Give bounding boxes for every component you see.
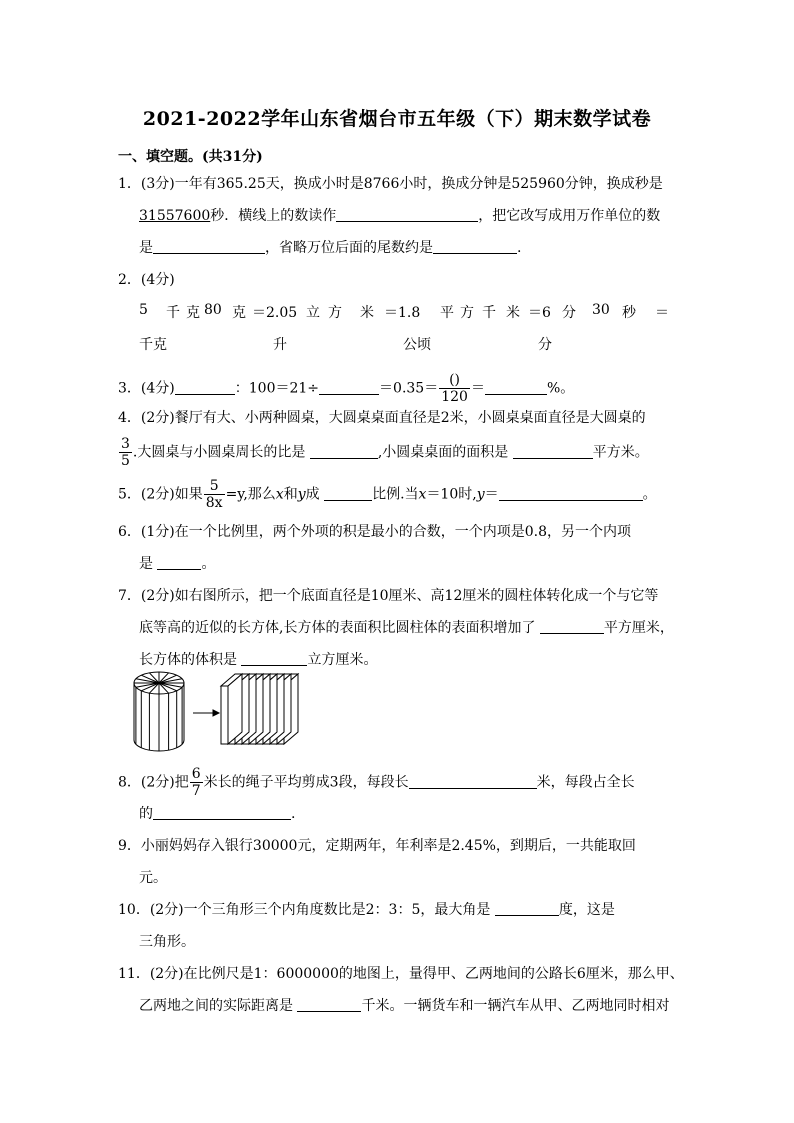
question-8-line-1: 8．(2分)把 $\frac{6}{7}$ 米长的绳子平均剪成3段，每段长 米，每段占全长 xyxy=(118,766,635,799)
question-7-line-2: 底等高的近似的长方体,长方体的表面积比圆柱体的表面积增加了 平方厘米， xyxy=(139,620,674,636)
fraction: $\frac{5}{8x}$ xyxy=(205,478,223,511)
q2-token: 30 xyxy=(592,302,610,318)
question-10-line-2: 三角形。 xyxy=(139,934,195,950)
answer-blank[interactable] xyxy=(241,650,307,666)
q2-token: 立 xyxy=(306,305,320,321)
fraction: $\frac{6}{7}$ xyxy=(191,766,201,799)
q2-token: 方 xyxy=(328,305,342,321)
question-6-line-1: 6．(1分)在一个比例里，两个外项的积是最小的合数，一个内项是0.8，另一个内项 xyxy=(118,524,632,540)
q2-token: 千 xyxy=(166,305,180,321)
q2-answer-unit: 升 xyxy=(273,337,287,353)
cuboid-figure xyxy=(221,674,298,744)
cylinder-to-cuboid-figure xyxy=(133,670,323,754)
answer-blank[interactable] xyxy=(153,804,291,820)
answer-blank[interactable] xyxy=(319,379,379,395)
answer-blank[interactable] xyxy=(175,379,235,395)
answer-blank[interactable] xyxy=(297,996,361,1012)
question-7-line-3: 长方体的体积是 立方厘米。 xyxy=(139,652,378,668)
q2-token: 米 xyxy=(506,305,520,321)
q2-token: 5 xyxy=(139,302,148,318)
q2-token: 方 xyxy=(460,305,474,321)
question-4-line-1: 4．(2分)餐厅有大、小两种圆桌，大圆桌桌面直径是2米，小圆桌桌面直径是大圆桌的 xyxy=(118,410,646,426)
question-4-line-2: $\frac{3}{5}$ .大圆桌与小圆桌周长的比是 ,小圆桌桌面的面积是 平方米。 xyxy=(121,436,649,469)
q2-answer-unit: 千克 xyxy=(139,337,167,353)
page-title: 2021-2022学年山东省烟台市五年级（下）期末数学试卷 xyxy=(142,108,652,130)
question-5: 5．(2分)如果 $\frac{5}{8x}$ =y,那么x和y成 比例.当x＝10时,y＝ 。 xyxy=(118,478,657,511)
q2-token: 千 xyxy=(482,305,496,321)
q2-token: 米 xyxy=(360,305,374,321)
section-heading: 一、填空题。(共31分) xyxy=(118,149,263,165)
answer-blank[interactable] xyxy=(540,618,604,634)
question-6-line-2: 是 。 xyxy=(139,556,216,572)
fraction: $\frac{3}{5}$ xyxy=(121,436,130,469)
q2-token: 克 xyxy=(232,305,246,321)
q2-token: ＝1.8 xyxy=(384,305,421,321)
answer-blank[interactable] xyxy=(153,238,265,254)
question-11-line-2: 乙两地之间的实际距离是 千米。一辆货车和一辆汽车从甲、乙两地同时相对 xyxy=(139,998,670,1014)
question-10-line-1: 10．(2分)一个三角形三个内角度数比是2：3：5，最大角是 度，这是 xyxy=(118,902,615,918)
answer-blank[interactable] xyxy=(485,379,547,395)
question-7-line-1: 7．(2分)如右图所示，把一个底面直径是10厘米、高12厘米的圆柱体转化成一个与它等 xyxy=(118,588,659,604)
question-9-line-1: 9．小丽妈妈存入银行30000元，定期两年，年利率是2.45%，到期后，一共能取回 xyxy=(118,838,636,854)
q2-answer-unit: 公顷 xyxy=(403,337,431,353)
answer-blank[interactable] xyxy=(310,443,378,459)
question-1-line-3: 是 ，省略万位后面的尾数约是 . xyxy=(139,240,522,256)
answer-blank[interactable] xyxy=(336,206,478,222)
fraction: $\frac{()}{120}$ xyxy=(441,372,468,405)
question-2-head: 2．(4分) xyxy=(118,272,175,288)
cylinder-figure xyxy=(134,672,184,751)
q2-answer-unit: 分 xyxy=(538,337,552,353)
question-8-line-2: 的 . xyxy=(139,806,296,822)
question-1-line-1: 1．(3分)一年有365.25天，换成小时是8766小时，换成分钟是525960分钟，换成秒是 xyxy=(118,176,663,192)
arrow-right-icon xyxy=(193,710,219,716)
q2-token: ＝2.05 xyxy=(252,305,298,321)
q2-token: ＝ xyxy=(655,305,669,321)
question-1-line-2: 31557600秒．横线上的数读作 ，把它改写成用万作单位的数 xyxy=(139,208,661,224)
q2-token: ＝6 xyxy=(528,305,551,321)
q2-token: 80 xyxy=(204,302,222,318)
answer-blank[interactable] xyxy=(433,238,517,254)
answer-blank[interactable] xyxy=(499,485,643,501)
q2-token: 秒 xyxy=(622,305,636,321)
q2-token: 克 xyxy=(186,305,200,321)
underlined-number: 31557600 xyxy=(139,208,211,224)
answer-blank[interactable] xyxy=(324,485,372,501)
q2-token: 平 xyxy=(440,305,454,321)
answer-blank[interactable] xyxy=(495,900,559,916)
answer-blank[interactable] xyxy=(157,554,201,570)
answer-blank[interactable] xyxy=(409,773,537,789)
question-9-line-2: 元。 xyxy=(139,870,167,886)
question-11-line-1: 11．(2分)在比例尺是1：6000000的地图上，量得甲、乙两地间的公路长6厘米，那么甲、 xyxy=(118,966,684,982)
answer-blank[interactable] xyxy=(513,443,593,459)
question-3: 3．(4分) ：100＝21÷ ＝0.35＝ $\frac{()}{120}$ ＝ %。 xyxy=(118,372,575,405)
q2-token: 分 xyxy=(562,305,576,321)
